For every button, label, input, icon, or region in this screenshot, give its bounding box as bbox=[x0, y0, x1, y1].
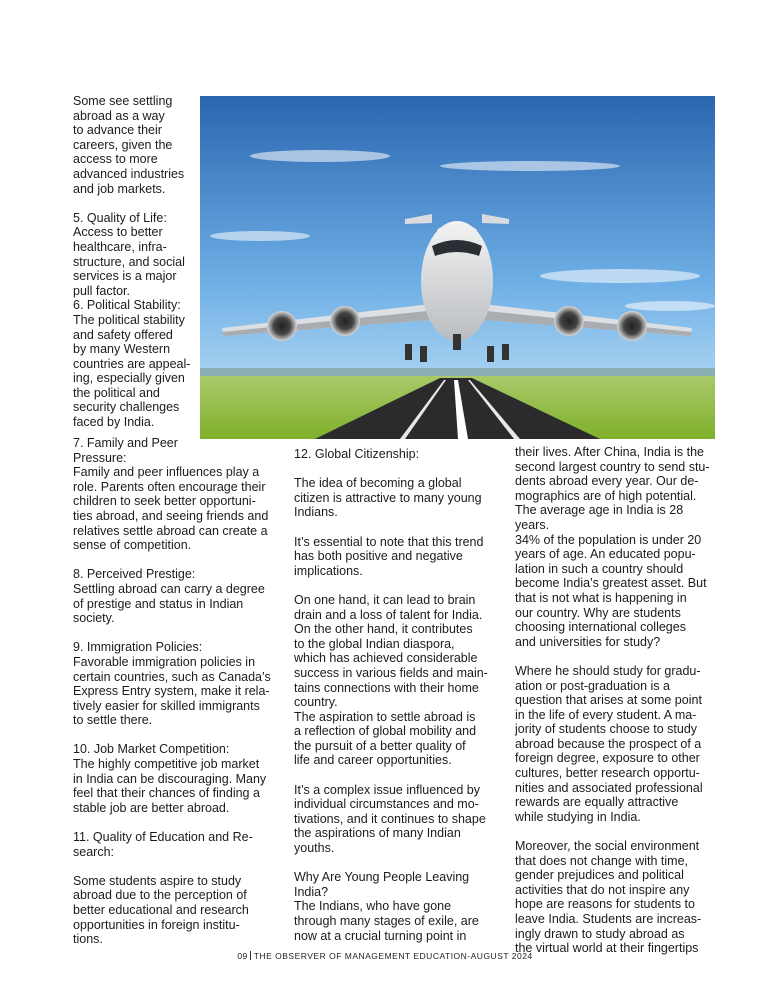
column-2-body-text: 12. Global Citizenship: The idea of becoming a global citizen is attractive to many young Indians. It’s essential to note that this trend has both positive and negative implications. On one hand, it can lead to brain drain and a loss of talent for India. On the other hand, it contributes to the global Indian diaspora, which has achieved considerable success in various fields and main- tains connections with their home country. The aspiration to settle abroad is a reflection of global mobility and the pursuit of a better quality of life and career opportunities. It’s a complex issue influenced by individual circumstances and mo- tivations, and it continues to shape the aspirations of many Indian youths. Why Are Young People Leaving India? The Indians, who have gone through many stages of exile, are now at a crucial turning point in bbox=[294, 447, 488, 943]
publication-name: THE OBSERVER OF MANAGEMENT EDUCATION-AUGUST 2024 bbox=[253, 951, 533, 961]
column-1-body-text: 7. Family and Peer Pressure: Family and peer influences play a role. Parents often encourage their children to seek better opportuni- ties abroad, and seeing friends and relatives settle abroad can create a sense of competition. 8. Perceived Prestige: Settling abroad can carry a degree of prestige and status in Indian society. 9. Immigration Policies: Favorable immigration policies in certain countries, such as Canada’s Express Entry system, make it rela- tively easier for skilled immigrants to settle there. 10. Job Market Competition: The highly competitive job market in India can be discouraging. Many feel that their chances of finding a stable job are better abroad. 11. Quality of Education and Re- search: Some students aspire to study abroad due to the perception of better educational and research opportunities in foreign institu- tions. bbox=[73, 436, 271, 947]
footer-divider bbox=[250, 951, 251, 960]
page-footer bbox=[0, 951, 770, 961]
page-number: 09 bbox=[237, 951, 248, 961]
airplane-takeoff-illustration bbox=[200, 96, 715, 439]
column-1-intro-text: Some see settling abroad as a way to advance their careers, given the access to more advanced industries and job markets. 5. Quality of Life: Access to better healthcare, infra- structure, and social services is a major pull factor. 6. Political Stability: The political stability and safety offered by many Western countries are appeal- ing, especially given the political and security challenges faced by India. bbox=[73, 94, 191, 430]
column-3-body-text: their lives. After China, India is the second largest country to send stu- dents abroad every year. Our de- mographics are of high potential. The average age in India is 28 years. 34% of the population is under 20 years of age. An educated popu- lation in such a country should become India’s greatest asset. But that is not what is happening in our country. Why are students choosing international colleges and universities for study? Where he should study for gradu- ation or post-graduation is a question that arises at some point in the life of every student. A ma- jority of students choose to study abroad because the prospect of a foreign degree, exposure to other cultures, better research opportu- nities and associated professional rewards are equally attractive while studying in India. Moreover, the social environment that does not change with time, gender prejudices and political activities that do not inspire any hope are reasons for students to leave India. Students are increas- ingly drawn to study abroad as the virtual world at their fingertips bbox=[515, 445, 710, 956]
